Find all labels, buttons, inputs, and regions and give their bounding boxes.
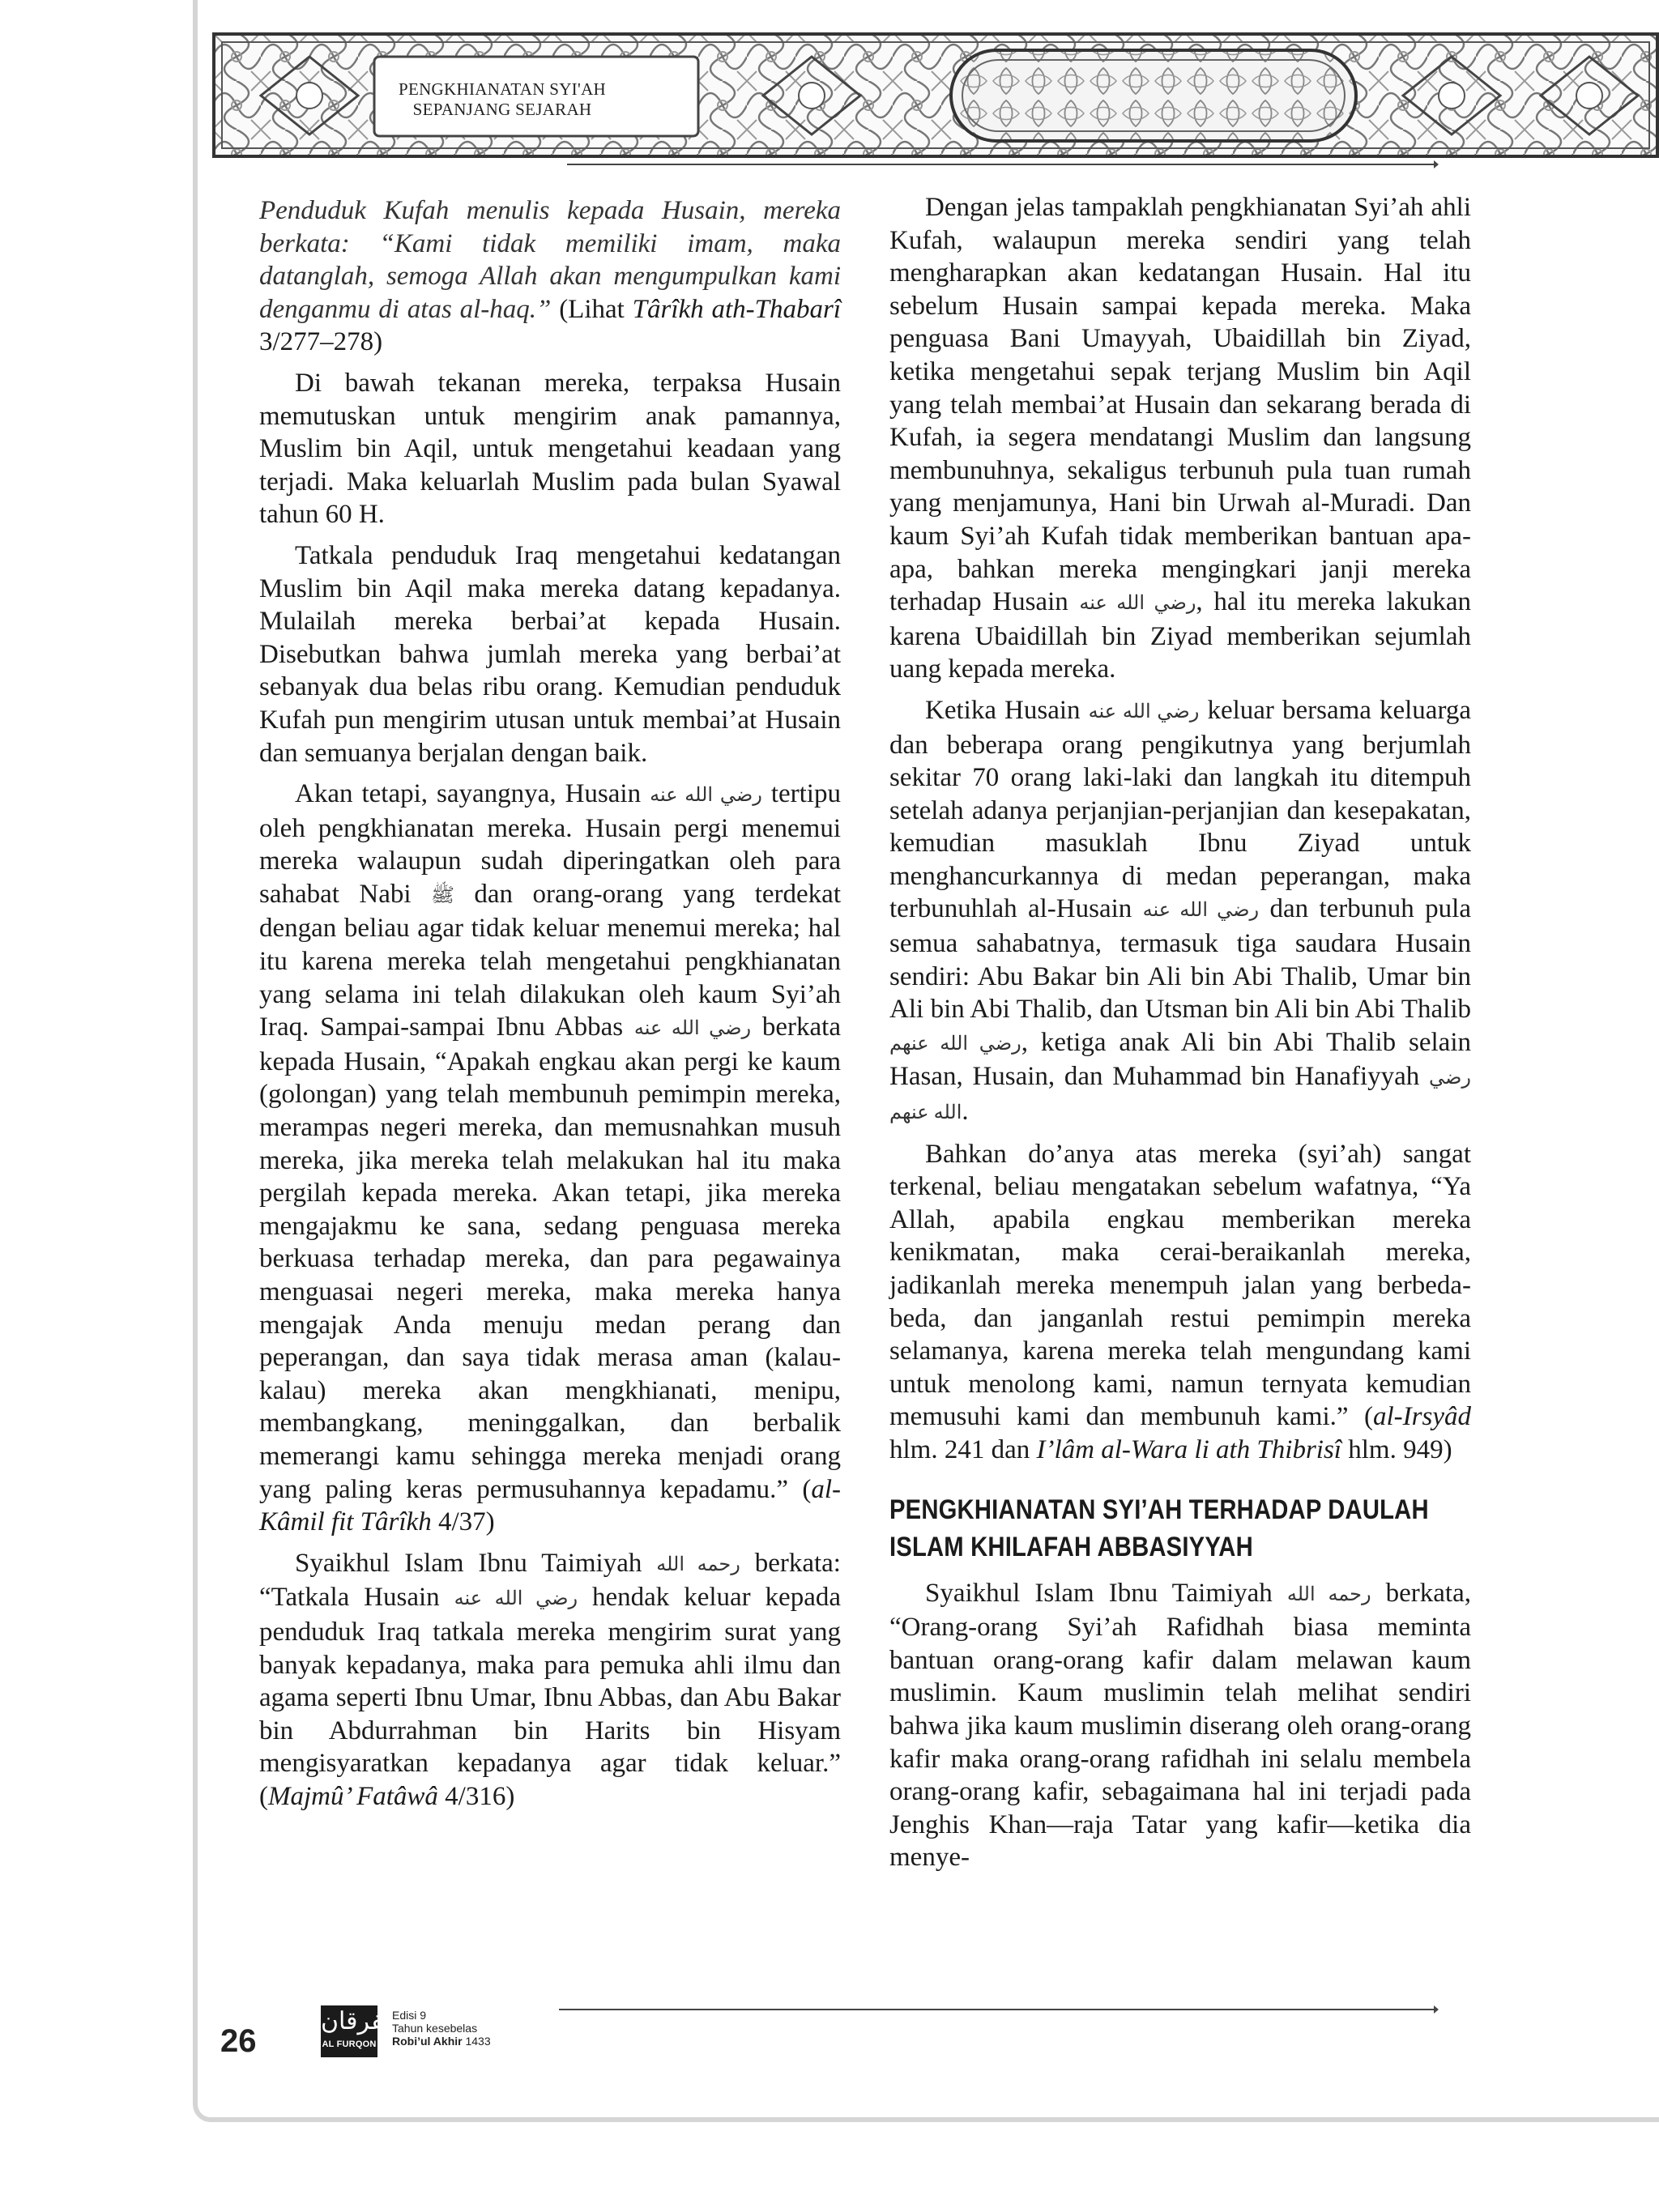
- edition-year-label: Tahun kesebelas: [392, 2022, 478, 2035]
- quote-text: Penduduk Kufah menulis kepada Husain, mereka berkata: “Kami tidak memiliki imam, maka datanglah, semoga Allah akan mengumpulkan kami denganmu di atas al-haq.”: [259, 196, 841, 324]
- right-column: [889, 191, 1471, 1882]
- text-run: berkata kepada Husain, “Apakah engkau akan pergi ke kaum (golongan) yang telah membunuh pemimpin mereka, merampas negeri mereka, dan memusnahkan musuh mereka, jika mereka telah melakukan hal itu maka pergilah kepada mereka. Akan tetapi, jika mereka mengajakmu ke sana, sedang penguasa mereka berkuasa terhadap mereka, dan para pegawainya menguasai negeri mereka, maka mereka hanya mengajak Anda menuju medan perang dan peperangan, dan saya tidak merasa aman (kalau-kalau) mereka akan mengkhianati, menipu, membangkang, meninggalkan, dan berbalik memerangi kamu sehingga mereka menjadi orang yang paling keras permusuhannya kepadamu.” (: [259, 1012, 841, 1504]
- quote-citation: Târîkh ath-Thabarî: [632, 294, 841, 324]
- honorific-glyph: رضي الله عنه: [633, 1018, 752, 1040]
- paragraph: [259, 778, 841, 1539]
- edition-date: [392, 2035, 491, 2048]
- honorific-glyph: رضي الله عنهم: [889, 1068, 1471, 1124]
- honorific-glyph: رضي الله عنه: [1142, 900, 1260, 922]
- honorific-glyph: رضي الله عنهم: [889, 1033, 1021, 1055]
- quote-ref: (Lihat: [551, 294, 633, 324]
- paragraph: Tatkala penduduk Iraq mengetahui kedatangan Muslim bin Aqil maka mereka datang kepadanya. Mulailah mereka berbai’at kepada Husain. Disebutkan bahwa jumlah mereka yang berbai’at sebanyak dua belas ribu orang. Kemudian penduduk Kufah pun mengirim utusan untuk membai’at Husain dan semuanya berjalan dengan baik.: [259, 540, 841, 768]
- footer-rule: [559, 2009, 1434, 2010]
- text-run: Ketika Husain: [925, 695, 1089, 725]
- honorific-glyph: رحمه الله: [656, 1554, 740, 1575]
- citation: al-Irsyâd: [1373, 1402, 1471, 1432]
- text-run: , ketiga anak Ali bin Abi Thalib selain Hasan, Husain, dan Muhammad bin Hanafiyyah: [889, 1027, 1471, 1092]
- text-run: keluar bersama keluarga dan beberapa orang pengikutnya yang berjumlah sekitar 70 orang laki-laki dan langkah itu ditempuh setelah adanya perjanjian-perjanjian dan kesepakatan, kemudian masuklah Ibnu Ziyad untuk menghancurkannya di medan peperangan, maka terbunuhlah al-Husain: [889, 695, 1471, 924]
- text-run: hendak keluar kepada penduduk Iraq tatkala mereka mengirim surat yang banyak kepadanya, maka para pemuka ahli ilmu dan agama seperti Ibnu Umar, Ibnu Abbas, dan Abu Bakar bin Abdurrahman bin Harits bin Hisyam mengisyaratkan kepadanya agar tidak keluar.” (: [259, 1583, 841, 1811]
- edition-year: 1433: [462, 2035, 491, 2048]
- honorific-glyph: رضي الله عنه: [1088, 701, 1200, 722]
- honorific-glyph: رضي الله عنه: [650, 785, 762, 807]
- paragraph: [889, 1577, 1471, 1874]
- magazine-logo: [321, 2005, 398, 2057]
- honorific-glyph: رضي الله عنه: [1079, 593, 1196, 615]
- text-run: Syaikhul Islam Ibnu Taimiyah: [295, 1548, 657, 1578]
- running-header: [381, 79, 624, 120]
- header-rule: [567, 164, 1434, 165]
- honorific-glyph: رضي الله عنه: [454, 1588, 578, 1610]
- page-number: 26: [220, 2023, 257, 2059]
- text-run: hlm. 949): [1341, 1434, 1452, 1464]
- running-header-line2: SEPANJANG SEJARAH: [412, 100, 592, 119]
- text-run: , hal itu mereka lakukan karena Ubaidillah bin Ziyad memberikan sejumlah uang kepada mereka.: [889, 587, 1472, 684]
- text-run: 4/316): [437, 1781, 515, 1811]
- text-run: Bahkan do’anya atas mereka (syi’ah) sangat terkenal, beliau mengatakan sebelum wafatnya, “Ya Allah, apabila engkau memberikan mereka kenikmatan, maka cerai-beraikanlah mereka, jadikanlah mereka menempuh jalan yang berbeda-beda, dan janganlah restui pemimpin mereka selamanya, karena mereka telah mengundang kami untuk menolong kami, namun ternyata kemudian memusuhi kami dan membunuh kami.” (: [889, 1139, 1471, 1432]
- paragraph: [889, 191, 1471, 686]
- citation: I’lâm al-Wara li ath Thibrisî: [1036, 1434, 1341, 1464]
- text-run: 4/37): [431, 1507, 495, 1537]
- quote-ref-end: 3/277–278): [259, 327, 383, 357]
- text-run: berkata: “Tatkala Husain: [259, 1548, 841, 1613]
- logo-arabic: الفرقان: [321, 2008, 398, 2035]
- honorific-glyph: ﷺ: [430, 884, 454, 906]
- text-run: .: [962, 1097, 969, 1127]
- citation: Majmû’ Fatâwâ: [268, 1781, 438, 1811]
- citation: al-Kâmil fit Târîkh: [259, 1474, 841, 1537]
- edition-info: [392, 2009, 491, 2048]
- text-run: Akan tetapi, sayangnya, Husain: [295, 779, 650, 809]
- text-run: Dengan jelas tampaklah pengkhianatan Syi’ah ahli Kufah, walaupun mereka sendiri yang telah mengharapkan akan kedatangan Husain. Hal itu sebelum Husain sampai kepada mereka. Maka penguasa Bani Umayyah, Ubaidillah bin Ziyad, ketika mengetahui sepak terjang Muslim bin Aqil yang telah membai’at Husain dan sekarang berada di Kufah, ia segera mendatangi Muslim dan langsung membunuhnya, sekaligus terbunuh pula tuan rumah yang menjamunya, Hani bin Urwah al-Muradi. Dan kaum Syi’ah Kufah tidak memberikan bantuan apa-apa, bahkan mereka mengingkari janji mereka terhadap Husain: [889, 193, 1471, 617]
- text-run: hlm. 241 dan: [889, 1434, 1037, 1464]
- edition-number: Edisi 9: [392, 2009, 427, 2022]
- logo-name: AL FURQON: [322, 2039, 377, 2049]
- text-run: tertipu oleh pengkhianatan mereka. Husain pergi menemui mereka walaupun sudah diperingatkan oleh para sahabat Nabi: [259, 779, 841, 909]
- edition-month: Robi’ul Akhir: [392, 2035, 463, 2048]
- paragraph: [259, 1547, 841, 1813]
- text-run: dan terbunuh pula semua sahabatnya, termasuk tiga saudara Husain sendiri: Abu Bakar bin Ali bin Abi Thalib, Umar bin Ali bin Abi Thalib, dan Utsman bin Ali bin Abi Thalib: [889, 894, 1471, 1025]
- honorific-glyph: رحمه الله: [1286, 1583, 1371, 1605]
- paragraph: [889, 694, 1471, 1130]
- paragraph: Di bawah tekanan mereka, terpaksa Husain memutuskan untuk mengirim anak pamannya, Muslim bin Aqil, untuk mengetahui keadaan yang terjadi. Maka keluarlah Muslim pada bulan Syawal tahun 60 H.: [259, 368, 841, 530]
- text-run: Syaikhul Islam Ibnu Taimiyah: [925, 1578, 1287, 1608]
- opening-quote: [259, 194, 841, 359]
- text-run: berkata, “Orang-orang Syi’ah Rafidhah biasa meminta bantuan orang-orang kafir dalam melawan kaum muslimin. Kaum muslimin telah melihat sendiri bahwa jika kaum muslimin diserang oleh orang-orang kafir maka orang-orang rafidhah ini selalu membela orang-orang kafir, sebagaimana hal ini terjadi pada Jenghis Khan—raja Tatar yang kafir—ketika dia menye-: [889, 1578, 1471, 1873]
- left-column: [259, 194, 841, 1822]
- paragraph: [889, 1138, 1471, 1467]
- text-run: dan orang-orang yang terdekat dengan beliau agar tidak keluar menemui mereka; hal itu karena mereka telah mengetahui pengkhianatan yang selama ini telah dilakukan oleh kaum Syi’ah Iraq. Sampai-sampai Ibnu Abbas: [259, 879, 841, 1042]
- running-header-line1: PENGKHIANATAN SYI'AH: [398, 79, 606, 99]
- section-heading: PENGKHIANATAN SYI’AH TERHADAP DAULAH ISLAM KHILAFAH ABBASIYYAH: [889, 1494, 1429, 1562]
